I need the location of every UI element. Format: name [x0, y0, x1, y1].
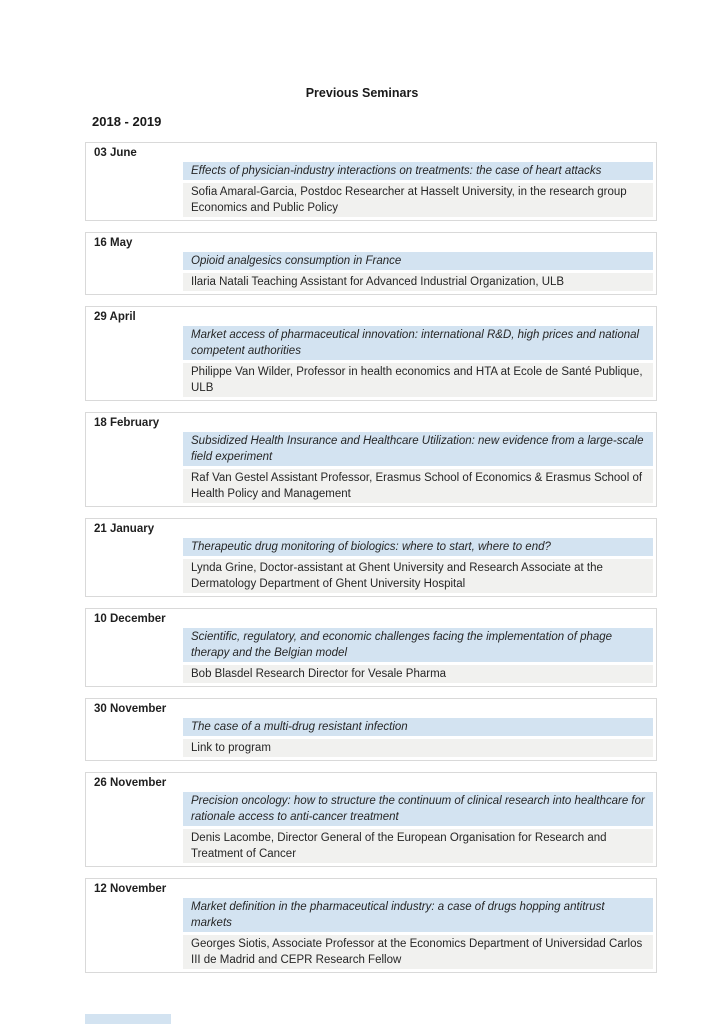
seminar-date: 30 November: [94, 703, 167, 715]
season-heading: 2018 - 2019: [92, 114, 162, 129]
seminar-program-link[interactable]: Link to program: [183, 739, 653, 757]
seminar-content: [183, 628, 653, 683]
seminar-title: Opioid analgesics consumption in France: [183, 252, 653, 270]
seminar-title: Market definition in the pharmaceutical industry: a case of drugs hopping antitrust markets: [183, 898, 653, 932]
seminar-speaker: Denis Lacombe, Director General of the European Organisation for Research and Treatment of Cancer: [183, 829, 653, 863]
partial-next-title-highlight: [85, 1014, 171, 1024]
seminar-speaker: Georges Siotis, Associate Professor at the Economics Department of Universidad Carlos III de Madrid and CEPR Research Fellow: [183, 935, 653, 969]
seminar-entry: [85, 518, 657, 597]
seminar-date: 12 November: [94, 883, 167, 895]
seminar-entry: [85, 608, 657, 687]
seminar-speaker: Bob Blasdel Research Director for Vesale Pharma: [183, 665, 653, 683]
seminar-content: [183, 898, 653, 969]
seminar-content: [183, 432, 653, 503]
seminar-date: 29 April: [94, 311, 136, 323]
seminar-entry: [85, 878, 657, 973]
seminar-entry: [85, 142, 657, 221]
seminar-title: Therapeutic drug monitoring of biologics: where to start, where to end?: [183, 538, 653, 556]
seminar-list: [0, 142, 724, 973]
seminar-date: 16 May: [94, 237, 133, 249]
seminar-content: [183, 162, 653, 217]
seminar-title: Scientific, regulatory, and economic challenges facing the implementation of phage therapy and the Belgian model: [183, 628, 653, 662]
seminar-entry: [85, 772, 657, 867]
seminar-title: Effects of physician-industry interactions on treatments: the case of heart attacks: [183, 162, 653, 180]
seminar-content: [183, 792, 653, 863]
seminar-content: [183, 252, 653, 291]
seminar-speaker: Raf Van Gestel Assistant Professor, Erasmus School of Economics & Erasmus School of Health Policy and Management: [183, 469, 653, 503]
seminar-content: [183, 718, 653, 757]
seminar-date: 18 February: [94, 417, 160, 429]
seminar-title: Precision oncology: how to structure the continuum of clinical research into healthcare for rationale access to anti-cancer treatment: [183, 792, 653, 826]
seminar-title: Market access of pharmaceutical innovation: international R&D, high prices and national competent authorities: [183, 326, 653, 360]
seminar-date: 10 December: [94, 613, 166, 625]
page-title: Previous Seminars: [305, 86, 419, 100]
seminar-content: [183, 538, 653, 593]
seminar-entry: [85, 412, 657, 507]
seminar-speaker: Ilaria Natali Teaching Assistant for Advanced Industrial Organization, ULB: [183, 273, 653, 291]
seminar-title: Subsidized Health Insurance and Healthcare Utilization: new evidence from a large-scale field experiment: [183, 432, 653, 466]
seminar-entry: [85, 306, 657, 401]
seminar-speaker: Lynda Grine, Doctor-assistant at Ghent University and Research Associate at the Dermatology Department of Ghent University Hospital: [183, 559, 653, 593]
seminar-date: 03 June: [94, 147, 137, 159]
seminar-speaker: Sofia Amaral-Garcia, Postdoc Researcher at Hasselt University, in the research group Economics and Public Policy: [183, 183, 653, 217]
seminar-entry: [85, 232, 657, 295]
seminar-date: 26 November: [94, 777, 167, 789]
seminar-content: [183, 326, 653, 397]
seminar-speaker: Philippe Van Wilder, Professor in health economics and HTA at Ecole de Santé Publique, ULB: [183, 363, 653, 397]
seminar-title: The case of a multi-drug resistant infection: [183, 718, 653, 736]
seminar-entry: [85, 698, 657, 761]
seminar-date: 21 January: [94, 523, 155, 535]
